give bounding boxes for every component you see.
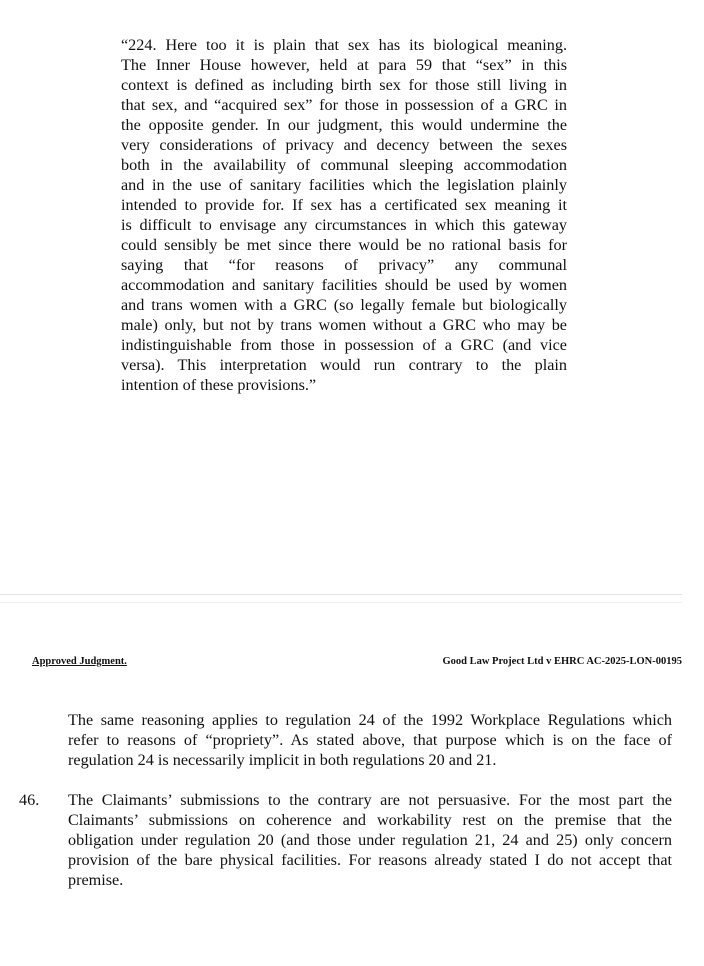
quote-line: versa). This interpretation would run contrary to the plain xyxy=(121,356,567,374)
paragraph-line: The same reasoning applies to regulation 24 of the 1992 Workplace Regulations which xyxy=(68,711,672,729)
quoted-judgment-paragraph xyxy=(121,35,567,395)
paragraph-line: provision of the bare physical facilities. For reasons already stated I do not accept that xyxy=(68,851,672,869)
quote-line: intention of these provisions.” xyxy=(121,376,317,394)
quote-line: both in the availability of communal sleeping accommodation xyxy=(121,156,567,174)
page-divider xyxy=(0,594,682,595)
quote-line: accommodation and sanitary facilities should be used by women xyxy=(121,276,567,294)
paragraph-number: 46. xyxy=(19,791,40,809)
quote-line: saying that “for reasons of privacy” any communal xyxy=(121,256,567,274)
quote-line: very considerations of privacy and decency between the sexes xyxy=(121,136,567,154)
quote-line: could sensibly be met since there would be no rational basis for xyxy=(121,236,567,254)
running-header-case: Good Law Project Ltd v EHRC AC-2025-LON-00195 xyxy=(442,656,682,667)
quote-line: “224. Here too it is plain that sex has its biological meaning. xyxy=(121,36,567,54)
quote-line: indistinguishable from those in possession of a GRC (and vice xyxy=(121,336,567,354)
quote-line: context is defined as including birth sex for those still living in xyxy=(121,76,567,94)
paragraph-line: The Claimants’ submissions to the contrary are not persuasive. For the most part the xyxy=(68,791,672,809)
paragraph-line: refer to reasons of “propriety”. As stated above, that purpose which is on the face of xyxy=(68,731,672,749)
paragraph-line: regulation 24 is necessarily implicit in both regulations 20 and 21. xyxy=(68,751,497,769)
quote-line: and trans women with a GRC (so legally female but biologically xyxy=(121,296,567,314)
running-header-title: Approved Judgment. xyxy=(32,656,127,667)
paragraph-line: obligation under regulation 20 (and those under regulation 21, 24 and 25) only concern xyxy=(68,831,672,849)
paragraph-line: premise. xyxy=(68,871,124,889)
paragraph-continuation xyxy=(68,710,672,770)
paragraph-46 xyxy=(68,790,672,890)
paragraph-line: Claimants’ submissions on coherence and workability rest on the premise that the xyxy=(68,811,672,829)
quote-line: The Inner House however, held at para 59 that “sex” in this xyxy=(121,56,567,74)
quote-line: that sex, and “acquired sex” for those in possession of a GRC in xyxy=(121,96,567,114)
quote-line: the opposite gender. In our judgment, this would undermine the xyxy=(121,116,567,134)
quote-line: and in the use of sanitary facilities which the legislation plainly xyxy=(121,176,567,194)
quote-line: intended to provide for. If sex has a certificated sex meaning it xyxy=(121,196,567,214)
quote-line: male) only, but not by trans women without a GRC who may be xyxy=(121,316,567,334)
page-divider xyxy=(0,602,682,603)
quote-line: is difficult to envisage any circumstances in which this gateway xyxy=(121,216,567,234)
